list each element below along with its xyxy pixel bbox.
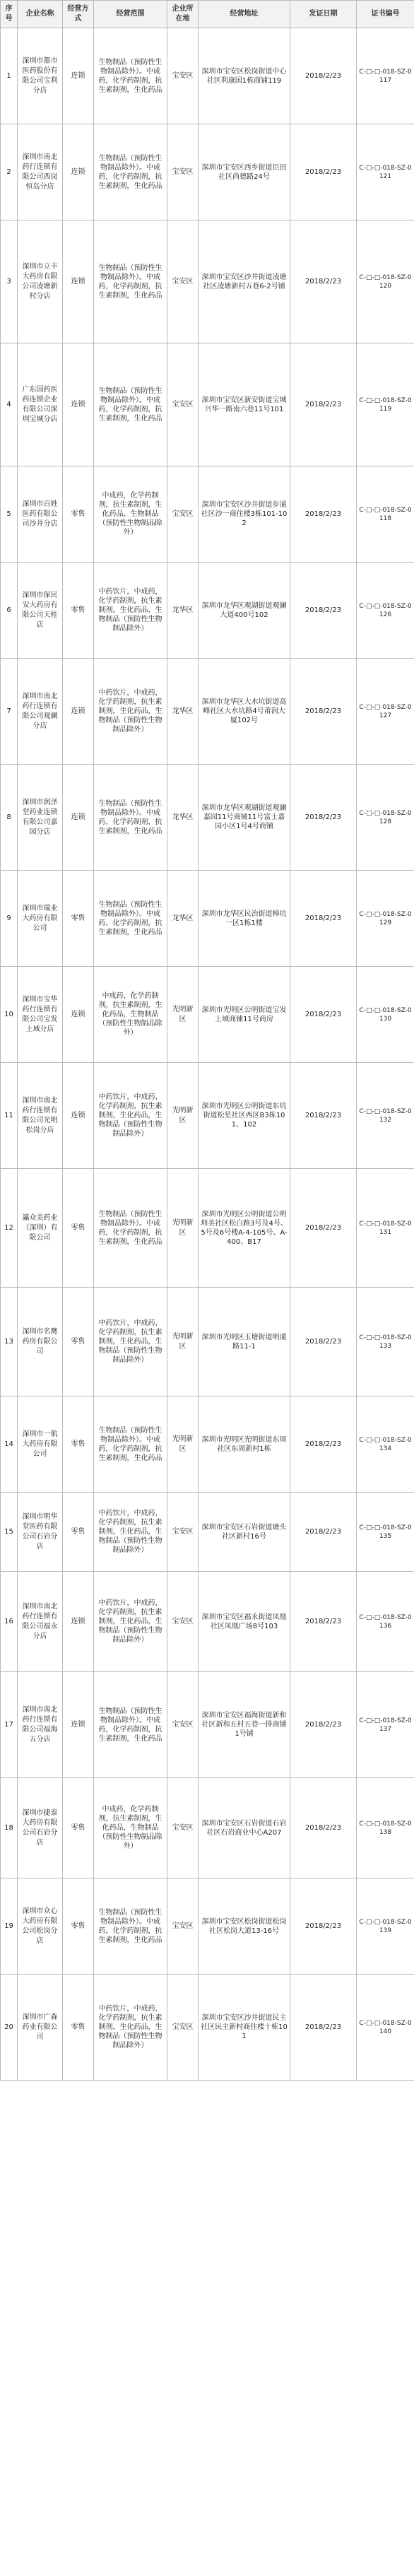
cell-date: 2018/2/23 <box>290 1396 357 1493</box>
cell-date: 2018/2/23 <box>290 1169 357 1288</box>
cell-no: 14 <box>1 1396 18 1493</box>
table-row <box>1 1878 414 1975</box>
table-header-row <box>1 1 414 28</box>
table-row <box>1 220 414 343</box>
cell-mode: 连锁 <box>63 124 94 220</box>
table-row <box>1 765 414 871</box>
cell-date: 2018/2/23 <box>290 343 357 466</box>
cell-no: 12 <box>1 1169 18 1288</box>
table-row <box>1 659 414 765</box>
table-row <box>1 1778 414 1878</box>
cell-area: 光明新区 <box>167 1169 199 1288</box>
cell-date: 2018/2/23 <box>290 563 357 659</box>
cell-mode: 连锁 <box>63 28 94 124</box>
cell-address: 深圳市宝安区松岗街道中心社区利康国1栋商铺119 <box>199 28 290 124</box>
cell-mode: 零售 <box>63 466 94 563</box>
cell-name: 深圳市捷泰大药房有限公司石岩分店 <box>18 1778 63 1878</box>
cell-area: 宝安区 <box>167 343 199 466</box>
cell-cert: C-□-□-018-SZ-0134 <box>357 1396 414 1493</box>
cell-address: 深圳市龙华区民治街道樟坑一区1栋1楼 <box>199 871 290 967</box>
cell-cert: C-□-□-018-SZ-0132 <box>357 1063 414 1169</box>
cell-cert: C-□-□-018-SZ-0128 <box>357 765 414 871</box>
cell-area: 光明新区 <box>167 1396 199 1493</box>
cell-name: 深圳市宝华药行连锁有限公司宝发上域分店 <box>18 967 63 1063</box>
cell-address: 深圳市宝安区沙井街道民主社区民主新村商住楼十栋101 <box>199 1975 290 2081</box>
cell-mode: 连锁 <box>63 765 94 871</box>
cell-date: 2018/2/23 <box>290 1572 357 1672</box>
header-cert: 证书编号 <box>357 1 414 28</box>
cell-name: 深圳市众心大药房有限公司松岗分店 <box>18 1878 63 1975</box>
cell-scope: 中药饮片，中成药，化学药制剂，抗生素制剂，生化药品，生物制品（预防性生物制品除外） <box>94 563 167 659</box>
cell-no: 5 <box>1 466 18 563</box>
cell-cert: C-□-□-018-SZ-0126 <box>357 563 414 659</box>
table-row <box>1 466 414 563</box>
cell-mode: 零售 <box>63 563 94 659</box>
cell-mode: 连锁 <box>63 1572 94 1672</box>
cell-address: 深圳市龙华区观湖街道观澜嘉园11号商铺11号富士嘉园小区1号4号商铺 <box>199 765 290 871</box>
cell-name: 深圳市立丰大药房有限公司凌塘新村分店 <box>18 220 63 343</box>
cell-cert: C-□-□-018-SZ-0139 <box>357 1878 414 1975</box>
cell-mode: 连锁 <box>63 343 94 466</box>
cell-scope: 中药饮片，中成药，化学药制剂，抗生素制剂，生化药品，生物制品（预防性生物制品除外） <box>94 1975 167 2081</box>
cell-cert: C-□-□-018-SZ-0127 <box>357 659 414 765</box>
table-row <box>1 1672 414 1778</box>
cell-scope: 生物制品（预防性生物制品除外）。中成药，化学药制剂，抗生素制剂，生化药品 <box>94 1169 167 1288</box>
cell-address: 深圳市宝安区西乡街道臣田社区尚德路24号 <box>199 124 290 220</box>
cell-date: 2018/2/23 <box>290 765 357 871</box>
cell-no: 9 <box>1 871 18 967</box>
cell-cert: C-□-□-018-SZ-0117 <box>357 28 414 124</box>
cell-area: 宝安区 <box>167 1878 199 1975</box>
cell-cert: C-□-□-018-SZ-0130 <box>357 967 414 1063</box>
header-date: 发证日期 <box>290 1 357 28</box>
cell-no: 19 <box>1 1878 18 1975</box>
cell-no: 17 <box>1 1672 18 1778</box>
cell-cert: C-□-□-018-SZ-0119 <box>357 343 414 466</box>
cell-no: 11 <box>1 1063 18 1169</box>
cell-address: 深圳市宝安区沙井街道凌塘社区凌塘新村五巷6-2号铺 <box>199 220 290 343</box>
cell-name: 深圳市百姓医药有限公司沙井分店 <box>18 466 63 563</box>
cell-cert: C-□-□-018-SZ-0135 <box>357 1493 414 1572</box>
cell-date: 2018/2/23 <box>290 466 357 563</box>
cell-address: 深圳市龙华区观湖街道观澜大道400号102 <box>199 563 290 659</box>
table-row <box>1 967 414 1063</box>
table-row <box>1 871 414 967</box>
cell-scope: 中药饮片，中成药，化学药制剂，抗生素制剂，生化药品，生物制品（预防性生物制品除外） <box>94 1572 167 1672</box>
table-row <box>1 28 414 124</box>
cell-address: 深圳市光明区光明街道东周社区东周新村1栋 <box>199 1396 290 1493</box>
table-row <box>1 1169 414 1288</box>
cell-address: 深圳市宝安区石岩街道石岩社区石岩商业中心A207 <box>199 1778 290 1878</box>
cell-scope: 生物制品（预防性生物制品除外）。中成药，化学药制剂，抗生素制剂，生化药品 <box>94 1396 167 1493</box>
cell-name: 深圳市保民安大药房有限公司天桂店 <box>18 563 63 659</box>
cell-date: 2018/2/23 <box>290 1878 357 1975</box>
cell-mode: 零售 <box>63 871 94 967</box>
cell-cert: C-□-□-018-SZ-0118 <box>357 466 414 563</box>
cell-address: 深圳市宝安区新安街道宝城兴华一路南六巷11号101 <box>199 343 290 466</box>
cell-date: 2018/2/23 <box>290 967 357 1063</box>
cell-name: 深圳市润泽堂药业连锁有限公司嘉园分店 <box>18 765 63 871</box>
cell-area: 宝安区 <box>167 466 199 563</box>
cell-area: 宝安区 <box>167 1975 199 2081</box>
cell-name: 深圳市明华堂医药有限公司石岩分店 <box>18 1493 63 1572</box>
cell-mode: 零售 <box>63 1878 94 1975</box>
cell-scope: 中药饮片，中成药，化学药制剂，抗生素制剂，生化药品，生物制品（预防性生物制品除外） <box>94 659 167 765</box>
cell-no: 7 <box>1 659 18 765</box>
header-no: 序号 <box>1 1 18 28</box>
cell-name: 深圳市广森药业有限公司 <box>18 1975 63 2081</box>
cell-cert: C-□-□-018-SZ-0121 <box>357 124 414 220</box>
cell-address: 深圳市光明区公明街道宝发上域商铺11号商房 <box>199 967 290 1063</box>
cell-mode: 连锁 <box>63 220 94 343</box>
cell-scope: 生物制品（预防性生物制品除外）。中成药，化学药制剂，抗生素制剂，生化药品 <box>94 1878 167 1975</box>
table-row <box>1 1572 414 1672</box>
cell-cert: C-□-□-018-SZ-0120 <box>357 220 414 343</box>
cell-address: 深圳市光明区公明街道公明圳美社区松白路3号及4号、5号及6号楼A-4-105号、A-400、B17 <box>199 1169 290 1288</box>
cell-mode: 零售 <box>63 1975 94 2081</box>
cell-date: 2018/2/23 <box>290 220 357 343</box>
cell-scope: 中成药，化学药制剂，抗生素制剂，生化药品，生物制品（预防性生物制品除外） <box>94 466 167 563</box>
cell-area: 龙华区 <box>167 563 199 659</box>
cell-date: 2018/2/23 <box>290 1493 357 1572</box>
header-mode: 经营方式 <box>63 1 94 28</box>
cell-address: 深圳市光明区公明街道东坑街道松星社区西区B3栋101、102 <box>199 1063 290 1169</box>
cell-name: 深圳市南北药行连锁有限公司西岗恒岛分店 <box>18 124 63 220</box>
header-scope: 经营范围 <box>94 1 167 28</box>
cell-cert: C-□-□-018-SZ-0133 <box>357 1288 414 1396</box>
cell-cert: C-□-□-018-SZ-0137 <box>357 1672 414 1778</box>
cell-no: 13 <box>1 1288 18 1396</box>
cell-area: 光明新区 <box>167 1288 199 1396</box>
cell-mode: 连锁 <box>63 967 94 1063</box>
cell-no: 1 <box>1 28 18 124</box>
cell-no: 15 <box>1 1493 18 1572</box>
cell-area: 龙华区 <box>167 659 199 765</box>
cell-scope: 中药饮片，中成药，化学药制剂，抗生素制剂，生化药品，生物制品（预防性生物制品除外） <box>94 1493 167 1572</box>
cell-no: 20 <box>1 1975 18 2081</box>
table-row <box>1 124 414 220</box>
cell-date: 2018/2/23 <box>290 659 357 765</box>
cell-name: 瀛众美药业（深圳）有限公司 <box>18 1169 63 1288</box>
cell-no: 4 <box>1 343 18 466</box>
table-row <box>1 563 414 659</box>
cell-area: 宝安区 <box>167 1572 199 1672</box>
cell-date: 2018/2/23 <box>290 28 357 124</box>
cell-mode: 连锁 <box>63 1672 94 1778</box>
cell-date: 2018/2/23 <box>290 1288 357 1396</box>
cell-area: 龙华区 <box>167 765 199 871</box>
cell-area: 宝安区 <box>167 1672 199 1778</box>
cell-area: 光明新区 <box>167 967 199 1063</box>
cell-scope: 生物制品（预防性生物制品除外）。中成药，化学药制剂，抗生素制剂，生化药品 <box>94 765 167 871</box>
table-row <box>1 1975 414 2081</box>
cell-date: 2018/2/23 <box>290 1975 357 2081</box>
cell-mode: 零售 <box>63 1169 94 1288</box>
cell-scope: 生物制品（预防性生物制品除外）。中成药，化学药制剂，抗生素制剂，生化药品 <box>94 1672 167 1778</box>
cell-scope: 中成药，化学药制剂，抗生素制剂，生化药品，生物制品（预防性生物制品除外） <box>94 967 167 1063</box>
table-row <box>1 1063 414 1169</box>
table-body <box>1 28 414 2081</box>
cell-no: 10 <box>1 967 18 1063</box>
cell-mode: 零售 <box>63 1493 94 1572</box>
cell-area: 宝安区 <box>167 28 199 124</box>
cell-address: 深圳市宝安区松岗街道松岗社区松岗大道13-16号 <box>199 1878 290 1975</box>
cell-scope: 中药饮片，中成药，化学药制剂，抗生素制剂，生化药品，生物制品（预防性生物制品除外） <box>94 1288 167 1396</box>
cell-mode: 连锁 <box>63 1063 94 1169</box>
cell-date: 2018/2/23 <box>290 1672 357 1778</box>
cell-no: 16 <box>1 1572 18 1672</box>
cell-cert: C-□-□-018-SZ-0131 <box>357 1169 414 1288</box>
header-address: 经营地址 <box>199 1 290 28</box>
cell-area: 宝安区 <box>167 124 199 220</box>
cell-name: 深圳市都市医药股份有限公司宝利分店 <box>18 28 63 124</box>
cell-date: 2018/2/23 <box>290 1063 357 1169</box>
cell-mode: 连锁 <box>63 659 94 765</box>
cell-no: 3 <box>1 220 18 343</box>
cell-mode: 零售 <box>63 1288 94 1396</box>
cell-no: 18 <box>1 1778 18 1878</box>
cell-address: 深圳市宝安区石岩街道塘头社区新村16号 <box>199 1493 290 1572</box>
cell-scope: 中成药，化学药制剂，抗生素制剂，生化药品，生物制品（预防性生物制品除外） <box>94 1778 167 1878</box>
cell-area: 宝安区 <box>167 1778 199 1878</box>
cell-name: 深圳市一航大药房有限公司 <box>18 1396 63 1493</box>
cell-name: 深圳市名鹰药房有限公司 <box>18 1288 63 1396</box>
cell-address: 深圳市宝安区福海街道新和社区新和五村五巷一排商铺1号铺 <box>199 1672 290 1778</box>
table-row <box>1 1396 414 1493</box>
cell-name: 深圳市南北药行连锁有限公司光明松岗分店 <box>18 1063 63 1169</box>
cell-area: 宝安区 <box>167 220 199 343</box>
cell-scope: 生物制品（预防性生物制品除外）。中成药，化学药制剂，抗生素制剂，生化药品 <box>94 28 167 124</box>
cell-date: 2018/2/23 <box>290 871 357 967</box>
cell-address: 深圳市宝安区福永街道凤凰社区凤凰广场8号103 <box>199 1572 290 1672</box>
cell-name: 深圳市瑞业大药房有限公司 <box>18 871 63 967</box>
cell-scope: 中药饮片，中成药，化学药制剂，抗生素制剂，生化药品，生物制品（预防性生物制品除外） <box>94 1063 167 1169</box>
cell-mode: 零售 <box>63 1396 94 1493</box>
cell-no: 6 <box>1 563 18 659</box>
cell-name: 广东国药医药连锁企业有限公司深圳宝城分店 <box>18 343 63 466</box>
cell-name: 深圳市南北药行连锁有限公司福永分店 <box>18 1572 63 1672</box>
cell-no: 2 <box>1 124 18 220</box>
table-row <box>1 1493 414 1572</box>
cell-no: 8 <box>1 765 18 871</box>
cell-scope: 生物制品（预防性生物制品除外）。中成药，化学药制剂，抗生素制剂，生化药品 <box>94 124 167 220</box>
cell-name: 深圳市南北药行连锁有限公司福海五分店 <box>18 1672 63 1778</box>
cell-date: 2018/2/23 <box>290 124 357 220</box>
header-name: 企业名称 <box>18 1 63 28</box>
cell-scope: 生物制品（预防性生物制品除外）。中成药，化学药制剂，抗生素制剂，生化药品 <box>94 871 167 967</box>
cell-area: 龙华区 <box>167 871 199 967</box>
cell-scope: 生物制品（预防性生物制品除外）。中成药，化学药制剂，抗生素制剂，生化药品 <box>94 343 167 466</box>
cell-date: 2018/2/23 <box>290 1778 357 1878</box>
table-row <box>1 343 414 466</box>
header-area: 企业所在地 <box>167 1 199 28</box>
cell-cert: C-□-□-018-SZ-0136 <box>357 1572 414 1672</box>
cell-address: 深圳市光明区玉塘街道明通路11-1 <box>199 1288 290 1396</box>
cell-area: 宝安区 <box>167 1493 199 1572</box>
cell-address: 深圳市龙华区大水坑街道高峰社区大水坑路4号莆润大厦102号 <box>199 659 290 765</box>
cell-cert: C-□-□-018-SZ-0140 <box>357 1975 414 2081</box>
cell-address: 深圳市宝安区沙井街道步涌社区沙一商住楼3栋101-102 <box>199 466 290 563</box>
cell-name: 深圳市南北药行连锁有限公司观澜分店 <box>18 659 63 765</box>
cell-scope: 生物制品（预防性生物制品除外）。中成药，化学药制剂，抗生素制剂，生化药品 <box>94 220 167 343</box>
cell-cert: C-□-□-018-SZ-0129 <box>357 871 414 967</box>
cell-mode: 零售 <box>63 1778 94 1878</box>
table-row <box>1 1288 414 1396</box>
cell-area: 光明新区 <box>167 1063 199 1169</box>
cell-cert: C-□-□-018-SZ-0138 <box>357 1778 414 1878</box>
